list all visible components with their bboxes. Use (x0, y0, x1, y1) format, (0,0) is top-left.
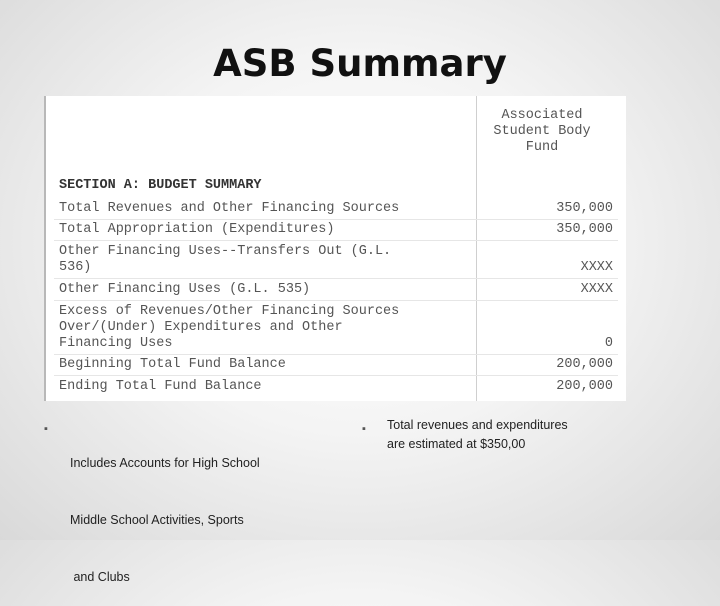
bullet-line: Total revenues and expenditures (387, 418, 568, 432)
row-value-total-appropriation: 350,000 (556, 222, 613, 237)
bullet-line: are estimated at $350,00 (387, 437, 526, 451)
row-label-transfers-out (59, 244, 391, 276)
row-label-beginning-balance: Beginning Total Fund Balance (59, 357, 286, 372)
bullet-line: Middle School Activities, Sports (70, 513, 244, 527)
row-value-beginning-balance: 200,000 (556, 357, 613, 372)
fund-header-line-2: Student Body (493, 124, 591, 139)
row-label-excess-revenues (59, 304, 399, 352)
row-divider (54, 300, 618, 301)
column-divider (476, 96, 477, 401)
row-divider (54, 240, 618, 241)
row-label-line: Financing Uses (59, 336, 173, 351)
row-divider (54, 278, 618, 279)
bullet-line: and Clubs (70, 570, 130, 584)
row-label-line: Excess of Revenues/Other Financing Sources (59, 304, 400, 319)
row-value-financing-uses: XXXX (580, 282, 613, 297)
row-label-line: 536) (59, 260, 92, 275)
bullet-line: Includes Accounts for High School (70, 456, 260, 470)
budget-summary-table (44, 96, 626, 401)
fund-column-header (478, 108, 606, 156)
bullet-estimated-totals (387, 416, 568, 454)
row-divider (54, 375, 618, 376)
slide-title: ASB Summary (213, 42, 507, 85)
row-label-total-revenues: Total Revenues and Other Financing Sources (59, 201, 400, 216)
row-divider (54, 354, 618, 355)
row-label-total-appropriation: Total Appropriation (Expenditures) (59, 222, 335, 237)
row-value-total-revenues: 350,000 (556, 201, 613, 216)
row-value-ending-balance: 200,000 (556, 379, 613, 394)
fund-header-line-1: Associated (501, 108, 583, 123)
bullet-marker-icon: ▪ (362, 423, 366, 435)
row-label-line: Other Financing Uses--Transfers Out (G.L. (59, 244, 392, 259)
row-value-transfers-out: XXXX (580, 260, 613, 275)
bullet-marker-icon: ▪ (44, 423, 48, 435)
section-title: SECTION A: BUDGET SUMMARY (59, 178, 262, 193)
row-divider (54, 219, 618, 220)
row-label-financing-uses: Other Financing Uses (G.L. 535) (59, 282, 311, 297)
row-label-line: Over/(Under) Expenditures and Other (59, 320, 343, 335)
fund-header-line-3: Fund (525, 140, 559, 155)
bullet-accounts-included (70, 416, 260, 606)
row-value-excess-revenues: 0 (604, 336, 613, 351)
row-label-ending-balance: Ending Total Fund Balance (59, 379, 262, 394)
